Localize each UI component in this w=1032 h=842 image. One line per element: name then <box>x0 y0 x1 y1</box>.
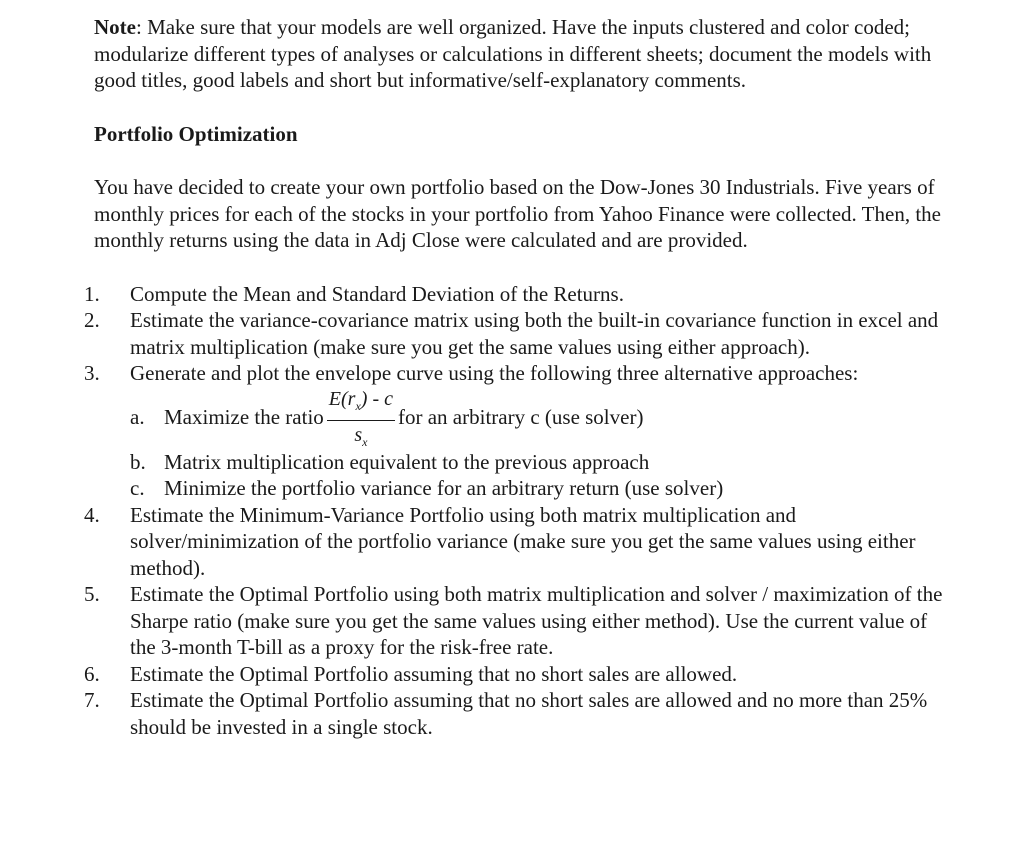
task-text: Estimate the Optimal Portfolio assuming that no short sales are allowed. <box>130 661 738 686</box>
subtask-text: Matrix multiplication equivalent to the previous approach <box>164 449 650 474</box>
task-text: Estimate the variance-covariance matrix using both the built-in covariance function in excel and matrix multiplication (make sure you get the same values using either approach). <box>130 308 939 359</box>
task-number: 2. <box>84 308 100 332</box>
subtask-item-a <box>130 387 954 449</box>
note-paragraph <box>94 14 954 94</box>
formula-numerator: $E(r_x)$ - c <box>327 387 395 421</box>
task-item-6 <box>84 661 954 688</box>
task-text: Estimate the Optimal Portfolio assuming that no short sales are allowed and no more than 25% should be invested in a single stock. <box>130 688 928 739</box>
subtask-letter: b. <box>130 449 146 474</box>
task-item-2 <box>84 307 954 360</box>
task-item-1 <box>84 281 954 308</box>
task-number: 7. <box>84 688 100 712</box>
subtask-letter: c. <box>130 476 145 500</box>
note-text: : Make sure that your models are well organized. Have the inputs clustered and color coded; modularize different types of analyses or calculations in different sheets; document the models with good titles, good labels and short but informative/self-explanatory comments. <box>94 15 932 92</box>
task-text: Estimate the Minimum-Variance Portfolio using both matrix multiplication and solver/minimization of the portfolio variance (make sure you get the same values using either method). <box>130 502 916 580</box>
subtask-a-post: for an arbitrary c (use solver) <box>397 405 644 430</box>
subtask-letter: a. <box>130 405 145 430</box>
task-item-3 <box>84 360 954 502</box>
task-number: 6. <box>84 661 100 686</box>
intro-paragraph: You have decided to create your own portfolio based on the Dow-Jones 30 Industrials. Five years of monthly prices for each of the stocks in your portfolio from Yahoo Finance were collected. Then, the monthly returns using the data in Adj Close were calculated and are provided. <box>94 175 941 252</box>
subtask-list <box>130 387 954 502</box>
task-number: 5. <box>84 582 100 606</box>
task-number: 4. <box>84 502 100 527</box>
task-text: Estimate the Optimal Portfolio using both matrix multiplication and solver / maximization of the Sharpe ratio (make sure you get the same values using either method). Use the current value of the 3-month T-bill as a proxy for the risk-free rate. <box>130 582 943 659</box>
task-item-7 <box>84 687 954 740</box>
subtask-item-b <box>130 449 954 476</box>
formula-denominator: $s_x$ <box>354 424 368 449</box>
task-number: 3. <box>84 361 100 385</box>
note-label: Note <box>94 15 136 39</box>
task-text: Generate and plot the envelope curve using the following three alternative approaches: <box>130 361 859 385</box>
task-text: Compute the Mean and Standard Deviation of the Returns. <box>130 281 624 306</box>
task-item-5 <box>84 581 954 661</box>
subtask-item-c <box>130 475 954 502</box>
section-title: Portfolio Optimization <box>94 121 298 146</box>
task-list <box>84 281 954 741</box>
subtask-a-pre: Maximize the ratio <box>164 405 324 430</box>
subtask-text: Minimize the portfolio variance for an arbitrary return (use solver) <box>164 476 724 500</box>
task-item-4 <box>84 502 954 582</box>
task-number: 1. <box>84 281 100 306</box>
ratio-formula <box>327 387 395 456</box>
document-page <box>84 14 954 740</box>
